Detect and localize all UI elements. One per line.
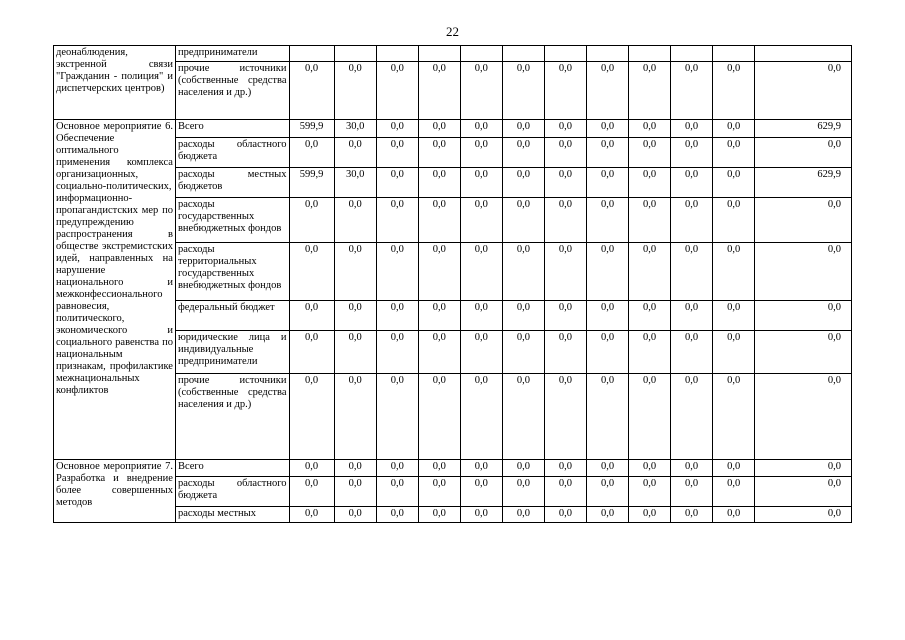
year-value: 0,0 <box>460 138 502 168</box>
funding-source: федеральный бюджет <box>175 301 289 331</box>
year-value: 0,0 <box>460 62 502 120</box>
total-value: 0,0 <box>755 477 852 507</box>
year-value <box>376 46 418 62</box>
total-value: 0,0 <box>755 138 852 168</box>
total-value: 0,0 <box>755 243 852 301</box>
year-value: 0,0 <box>418 477 460 507</box>
year-value: 0,0 <box>671 120 713 138</box>
year-value: 0,0 <box>334 460 376 477</box>
year-value: 0,0 <box>671 374 713 460</box>
year-value: 0,0 <box>502 301 544 331</box>
year-value: 0,0 <box>334 62 376 120</box>
year-value: 0,0 <box>289 138 334 168</box>
year-value: 0,0 <box>544 301 586 331</box>
year-value: 0,0 <box>376 374 418 460</box>
year-value: 0,0 <box>289 507 334 523</box>
year-value: 0,0 <box>418 460 460 477</box>
year-value: 0,0 <box>418 374 460 460</box>
year-value <box>544 46 586 62</box>
year-value: 0,0 <box>376 168 418 198</box>
year-value: 599,9 <box>289 120 334 138</box>
year-value: 0,0 <box>460 331 502 374</box>
year-value: 0,0 <box>502 243 544 301</box>
year-value: 0,0 <box>460 168 502 198</box>
funding-source: прочие источники (собственные средства населения и др.) <box>175 374 289 460</box>
year-value: 0,0 <box>376 460 418 477</box>
year-value <box>671 46 713 62</box>
year-value: 599,9 <box>289 168 334 198</box>
total-value: 629,9 <box>755 120 852 138</box>
year-value: 0,0 <box>334 374 376 460</box>
funding-source: предприниматели <box>175 46 289 62</box>
year-value: 0,0 <box>418 507 460 523</box>
year-value: 0,0 <box>629 168 671 198</box>
year-value: 0,0 <box>460 198 502 243</box>
year-value <box>713 46 755 62</box>
funding-source: расходы государственных внебюджетных фондов <box>175 198 289 243</box>
year-value: 0,0 <box>460 120 502 138</box>
funding-source: расходы местных <box>175 507 289 523</box>
year-value: 0,0 <box>289 477 334 507</box>
year-value: 0,0 <box>671 460 713 477</box>
year-value: 0,0 <box>629 138 671 168</box>
year-value: 0,0 <box>544 374 586 460</box>
event-description: Основное мероприятие 7. Разработка и внедрение более совершенных методов <box>54 460 176 523</box>
year-value: 0,0 <box>289 331 334 374</box>
year-value: 0,0 <box>629 331 671 374</box>
year-value: 0,0 <box>629 120 671 138</box>
year-value: 0,0 <box>418 301 460 331</box>
year-value: 0,0 <box>713 198 755 243</box>
year-value: 0,0 <box>713 138 755 168</box>
year-value: 0,0 <box>502 477 544 507</box>
year-value: 0,0 <box>586 198 628 243</box>
year-value: 0,0 <box>334 198 376 243</box>
year-value: 0,0 <box>586 477 628 507</box>
total-value: 0,0 <box>755 331 852 374</box>
year-value: 0,0 <box>671 168 713 198</box>
year-value: 0,0 <box>289 62 334 120</box>
funding-source: расходы областного бюджета <box>175 477 289 507</box>
year-value: 0,0 <box>418 168 460 198</box>
funding-source: прочие источники (собственные средства населения и др.) <box>175 62 289 120</box>
year-value: 0,0 <box>460 460 502 477</box>
event-description: деонаблюдения, экстренной связи "Гражданин - полиция" и диспетчерских центров) <box>54 46 176 120</box>
total-value: 629,9 <box>755 168 852 198</box>
year-value: 0,0 <box>586 120 628 138</box>
year-value: 0,0 <box>713 477 755 507</box>
year-value: 0,0 <box>289 301 334 331</box>
year-value: 0,0 <box>334 477 376 507</box>
table-row <box>54 46 852 62</box>
year-value: 0,0 <box>334 507 376 523</box>
year-value <box>289 46 334 62</box>
table-row <box>54 460 852 477</box>
year-value: 0,0 <box>544 331 586 374</box>
year-value: 0,0 <box>586 507 628 523</box>
year-value: 0,0 <box>671 198 713 243</box>
year-value: 0,0 <box>586 460 628 477</box>
year-value: 0,0 <box>502 120 544 138</box>
year-value: 0,0 <box>460 507 502 523</box>
total-value: 0,0 <box>755 62 852 120</box>
year-value: 0,0 <box>502 331 544 374</box>
year-value: 0,0 <box>629 301 671 331</box>
year-value <box>586 46 628 62</box>
year-value: 0,0 <box>713 301 755 331</box>
year-value: 0,0 <box>713 62 755 120</box>
year-value: 0,0 <box>418 120 460 138</box>
year-value: 0,0 <box>586 331 628 374</box>
year-value: 0,0 <box>334 331 376 374</box>
total-value: 0,0 <box>755 507 852 523</box>
year-value: 0,0 <box>418 198 460 243</box>
total-value: 0,0 <box>755 198 852 243</box>
year-value: 0,0 <box>544 120 586 138</box>
year-value: 0,0 <box>334 138 376 168</box>
year-value: 0,0 <box>289 198 334 243</box>
year-value: 0,0 <box>502 507 544 523</box>
year-value: 0,0 <box>671 62 713 120</box>
funding-source: расходы областного бюджета <box>175 138 289 168</box>
year-value: 0,0 <box>586 168 628 198</box>
year-value: 0,0 <box>289 243 334 301</box>
year-value: 0,0 <box>544 62 586 120</box>
year-value: 0,0 <box>460 477 502 507</box>
year-value: 0,0 <box>713 507 755 523</box>
year-value: 0,0 <box>713 331 755 374</box>
year-value: 0,0 <box>334 301 376 331</box>
year-value: 0,0 <box>376 477 418 507</box>
year-value: 0,0 <box>544 168 586 198</box>
year-value: 0,0 <box>671 301 713 331</box>
year-value: 0,0 <box>671 477 713 507</box>
year-value: 0,0 <box>376 331 418 374</box>
year-value: 0,0 <box>544 198 586 243</box>
year-value: 0,0 <box>376 120 418 138</box>
year-value: 0,0 <box>544 138 586 168</box>
year-value <box>460 46 502 62</box>
year-value: 0,0 <box>671 243 713 301</box>
year-value <box>418 46 460 62</box>
year-value: 0,0 <box>629 460 671 477</box>
year-value: 0,0 <box>418 138 460 168</box>
table-row <box>54 120 852 138</box>
year-value: 0,0 <box>502 138 544 168</box>
year-value: 0,0 <box>713 243 755 301</box>
year-value: 30,0 <box>334 168 376 198</box>
year-value <box>334 46 376 62</box>
funding-source: Всего <box>175 460 289 477</box>
event-description: Основное мероприятие 6. Обеспечение оптимального применения комплекса организационных, социально-политических, информационно-пропагандистских мер по предупреждению распространения в обществе экстремистских идей, направленных на нарушение национального и межконфессионального равновесия, политического, экономического и социального равенства по национальным признакам, профилактике межнациональных конфликтов <box>54 120 176 460</box>
year-value: 0,0 <box>713 460 755 477</box>
total-value: 0,0 <box>755 460 852 477</box>
year-value: 0,0 <box>544 477 586 507</box>
year-value: 0,0 <box>544 243 586 301</box>
year-value: 0,0 <box>502 62 544 120</box>
funding-source: расходы местных бюджетов <box>175 168 289 198</box>
table-body <box>54 46 852 523</box>
year-value: 0,0 <box>460 374 502 460</box>
year-value: 0,0 <box>376 243 418 301</box>
year-value: 0,0 <box>502 374 544 460</box>
year-value: 0,0 <box>671 331 713 374</box>
year-value: 0,0 <box>376 301 418 331</box>
year-value: 0,0 <box>334 243 376 301</box>
year-value <box>502 46 544 62</box>
year-value: 0,0 <box>418 331 460 374</box>
year-value: 0,0 <box>629 198 671 243</box>
year-value: 0,0 <box>713 374 755 460</box>
total-value <box>755 46 852 62</box>
year-value: 0,0 <box>713 168 755 198</box>
year-value: 0,0 <box>629 477 671 507</box>
page-number: 22 <box>446 24 459 39</box>
year-value: 0,0 <box>671 138 713 168</box>
year-value: 0,0 <box>289 460 334 477</box>
year-value: 0,0 <box>376 198 418 243</box>
total-value: 0,0 <box>755 374 852 460</box>
year-value: 0,0 <box>671 507 713 523</box>
year-value: 0,0 <box>586 301 628 331</box>
year-value: 0,0 <box>629 243 671 301</box>
year-value <box>629 46 671 62</box>
year-value: 0,0 <box>713 120 755 138</box>
funding-source: юридические лица и индивидуальные предприниматели <box>175 331 289 374</box>
total-value: 0,0 <box>755 301 852 331</box>
year-value: 0,0 <box>460 243 502 301</box>
year-value: 0,0 <box>289 374 334 460</box>
year-value: 0,0 <box>502 168 544 198</box>
year-value: 0,0 <box>629 62 671 120</box>
year-value: 0,0 <box>544 507 586 523</box>
year-value: 0,0 <box>376 507 418 523</box>
year-value: 30,0 <box>334 120 376 138</box>
year-value: 0,0 <box>629 374 671 460</box>
year-value: 0,0 <box>586 62 628 120</box>
year-value: 0,0 <box>418 243 460 301</box>
year-value: 0,0 <box>418 62 460 120</box>
funding-table <box>53 45 852 523</box>
year-value: 0,0 <box>460 301 502 331</box>
year-value: 0,0 <box>502 198 544 243</box>
year-value: 0,0 <box>586 243 628 301</box>
year-value: 0,0 <box>586 138 628 168</box>
year-value: 0,0 <box>586 374 628 460</box>
year-value: 0,0 <box>629 507 671 523</box>
year-value: 0,0 <box>502 460 544 477</box>
funding-source: расходы территориальных государственных внебюджетных фондов <box>175 243 289 301</box>
year-value: 0,0 <box>376 138 418 168</box>
year-value: 0,0 <box>376 62 418 120</box>
year-value: 0,0 <box>544 460 586 477</box>
funding-source: Всего <box>175 120 289 138</box>
